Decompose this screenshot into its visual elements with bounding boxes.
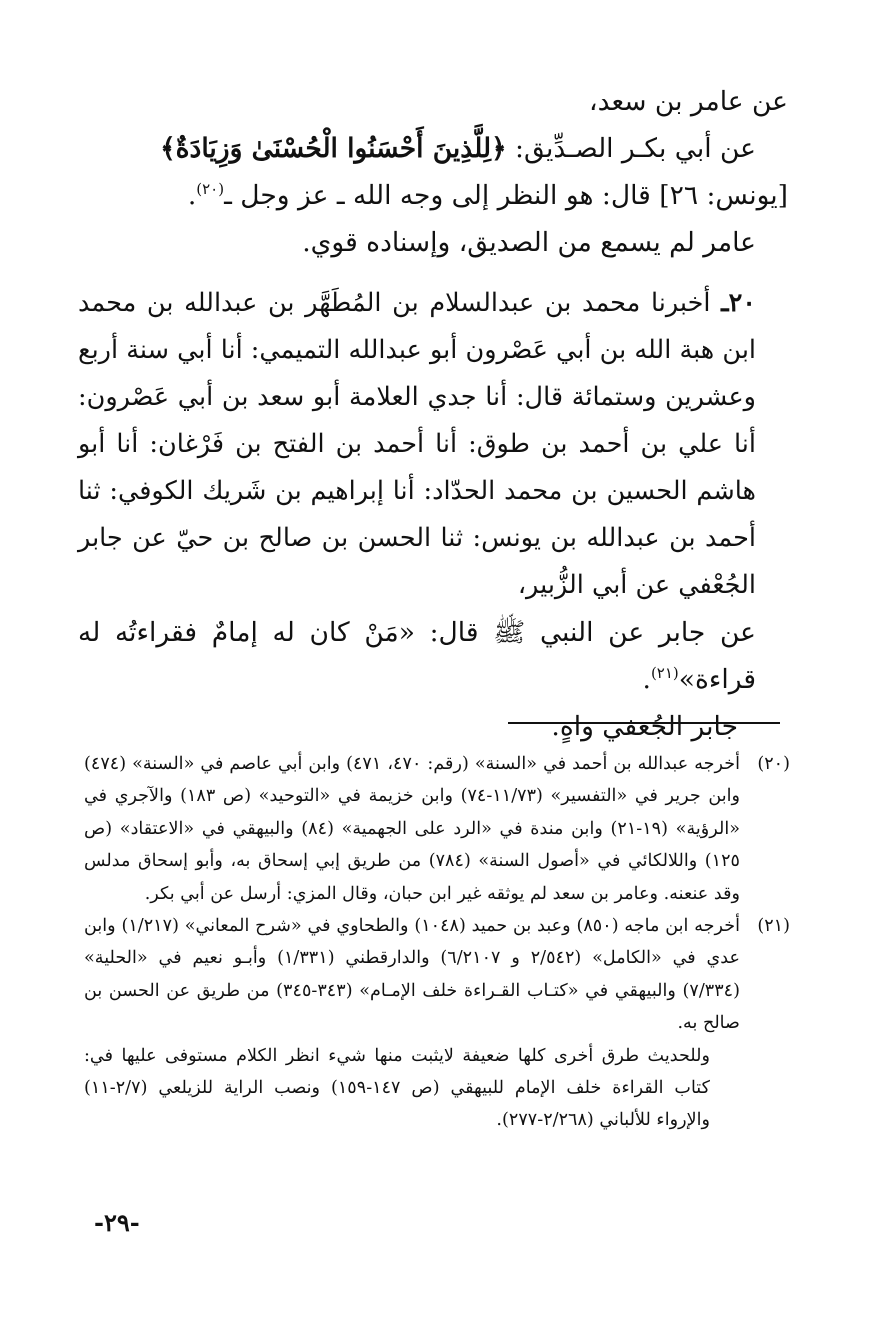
quran-verse: ﴿لِلَّذِينَ أَحْسَنُوا الْحُسْنَىٰ وَزِيَادَةٌ﴾ bbox=[160, 133, 507, 164]
verse-line: عن أبي بكـر الصـدِّيق: ﴿لِلَّذِينَ أَحْسَنُوا الْحُسْنَىٰ وَزِيَادَةٌ﴾ bbox=[160, 133, 756, 164]
footnote-text: أخرجه ابن ماجه (٨٥٠) وعبد بن حميد (١٠٤٨) والطحاوي في «شرح المعاني» (١/٢١٧) وابن عدي في «الكامل» (٢/٥٤٢ و ٦/٢١٠٧) والدارقطني (١/٣٣١) وأبـو نعيم في «الحلية» (٧/٣٣٤) والبيهقي في «كتـاب القـراءة خلف الإمـام» (٣٤٣-٣٤٥) من طريق عن الحسن بن صالح به. bbox=[84, 916, 741, 1034]
footnote-20 bbox=[84, 748, 790, 910]
hadith-number: ٢٠ـ bbox=[721, 288, 756, 318]
footnote-ref-21: (٢١) bbox=[650, 664, 679, 683]
footnote-21 bbox=[84, 910, 790, 1137]
footnote-extra: وللحديث طرق أخرى كلها ضعيفة لايثبت منها شيء انظر الكلام مستوفى عليها في: كتاب القراءة خلف الإمام للبيهقي (ص ١٤٧-١٥٩) ونصب الراية للزيلعي (٢/٧-١١) والإرواء للألباني (٢/٢٦٨-٢٧٧). bbox=[84, 1045, 710, 1131]
footnote-text: أخرجه عبدالله بن أحمد في «السنة» (رقم: ٤٧٠، ٤٧١) وابن أبي عاصم في «السنة» (٤٧٤) وابن جرير في «التفسير» (١١/٧٣-٧٤) وابن خزيمة في «التوحيد» (ص ١٨٣) والآجري في «الرؤية» (١٩-٢١) وابن مندة في «الرد على الجهمية» (٨٤) والبيهقي في «الاعتقاد» (ص ١٢٥) واللالكائي في «أصول السنة» (٧٨٤) من طريق إبي إسحاق به، وأبو إسحاق مدلس وقد عنعنه. وعامر بن سعد لم يوثقه غير ابن حبان، وقال المزي: أرسل عن أبي بكر. bbox=[84, 754, 740, 904]
hadith-20-chain: ٢٠ـ أخبرنا محمد بن عبدالسلام بن المُطَهَّر بن عبدالله بن محمد ابن هبة الله بن أبي عَصْرون أبو عبدالله التميمي: أنا أبي سنة أربع وعشرين وستمائة قال: أنا جدي العلامة أبو سعد بن أبي عَصْرون: أنا علي بن أحمد بن طوق: أنا أحمد بن الفتح بن فَرْغان: أنا أبو هاشم الحسين بن محمد الحدّاد: أنا إبراهيم بن شَريك الكوفي: ثنا أحمد بن عبدالله بن يونس: ثنا الحسن بن صالح بن حيّ عن جابر الجُعْفي عن أبي الزُّبير، bbox=[78, 288, 756, 600]
main-text bbox=[78, 78, 788, 750]
verse-reference-line: [يونس: ٢٦] قال: هو النظر إلى وجه الله ـ عز وجل ـ$^{(٢٠)}$. bbox=[187, 180, 788, 211]
chain-line: عن عامر بن سعد، bbox=[589, 86, 788, 117]
footnote-number: (٢١) bbox=[757, 916, 790, 937]
grading-line-2: جابر الجُعفي واهٍ. bbox=[551, 711, 738, 742]
footnote-separator bbox=[508, 722, 780, 724]
grading-line: عامر لم يسمع من الصديق، وإسناده قوي. bbox=[302, 227, 756, 258]
footnotes bbox=[84, 748, 790, 1137]
footnote-ref-20: (٢٠) bbox=[196, 180, 225, 199]
hadith-text: عن جابر عن النبي ﷺ قال: «مَنْ كان له إمامٌ فقراءتُه له قراءة»$^{(٢١)}$. bbox=[78, 617, 756, 695]
page-number: -٢٩- bbox=[94, 1208, 140, 1237]
footnote-number: (٢٠) bbox=[757, 754, 790, 774]
